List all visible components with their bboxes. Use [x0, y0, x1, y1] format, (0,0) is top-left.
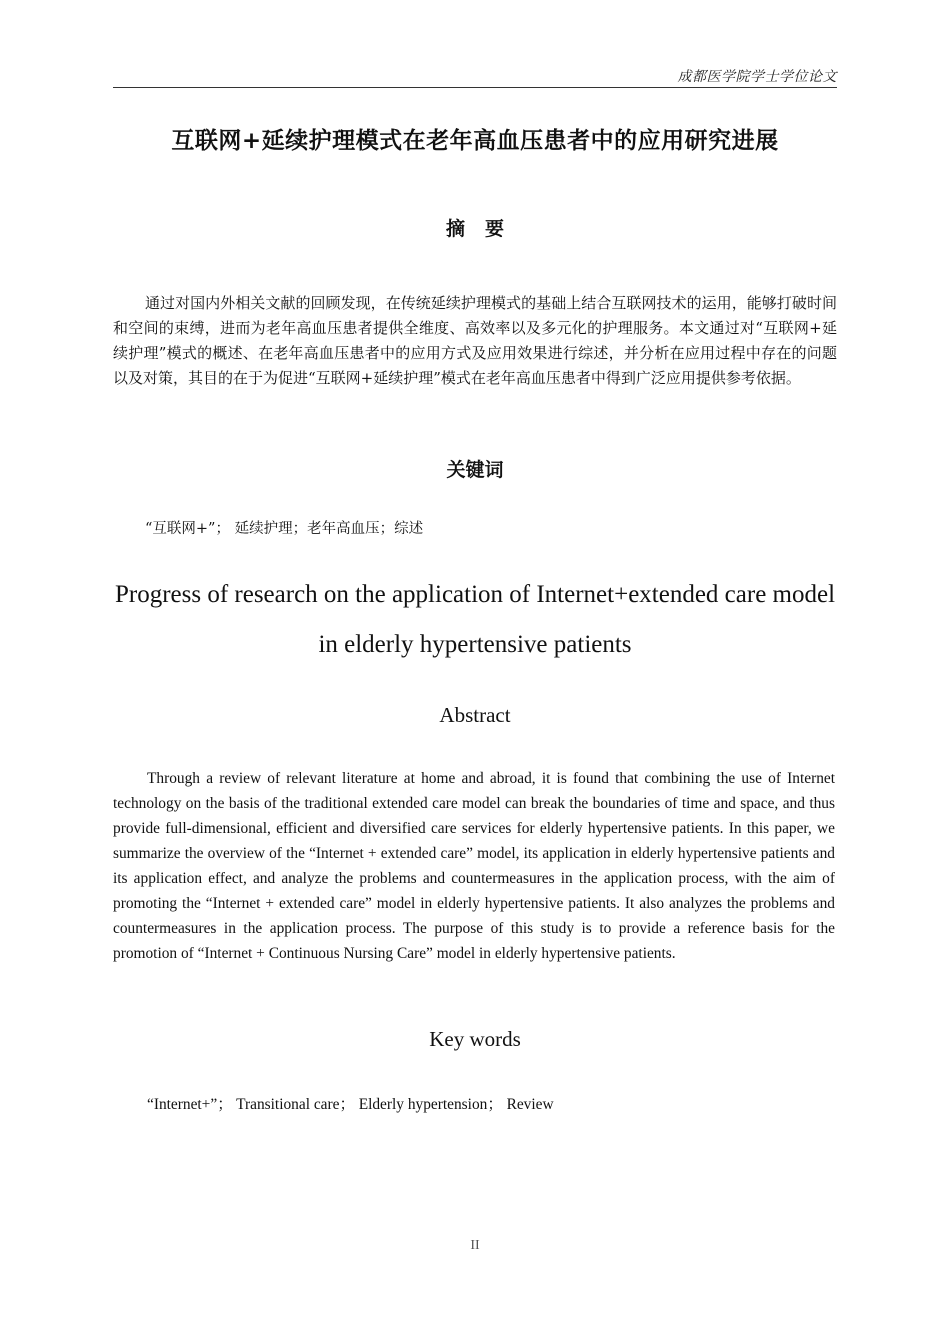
- english-abstract-heading: Abstract: [439, 703, 511, 727]
- english-keywords-heading: Key words: [429, 1027, 521, 1051]
- page-number: II: [470, 1238, 480, 1253]
- header-rule: [113, 87, 837, 88]
- english-keywords: “Internet+”； Transitional care； Elderly hypertension； Review: [147, 1096, 554, 1113]
- english-title: Progress of research on the application of Internet+extended care model in elderly hypertensive patients: [114, 581, 836, 658]
- chinese-title: 互联网+延续护理模式在老年高血压患者中的应用研究进展: [171, 128, 779, 154]
- chinese-abstract-text: 通过对国内外相关文献的回顾发现，在传统延续护理模式的基础上结合互联网技术的运用，能够打破时间和空间的束缚，进而为老年高血压患者提供全维度、高效率以及多元化的护理服务。本文通过对“互联网+延续护理”模式的概述、在老年高血压患者中的应用方式及应用效果进行综述，并分析在应用过程中存在的问题以及对策，其目的在于为促进“互联网+延续护理”模式在老年高血压患者中得到广泛应用提供参考依据。: [113, 294, 837, 387]
- chinese-abstract-heading: 摘要: [445, 218, 524, 240]
- running-header: 成都医学院学士学位论文: [677, 69, 837, 85]
- chinese-keywords-heading: 关键词: [446, 459, 504, 481]
- english-abstract-text: Through a review of relevant literature at home and abroad, it is found that combining the use of Internet technology on the basis of the traditional extended care model can break the boundaries of time and space, and thus provide full-dimensional, efficient and diversified care services for elderly hypertensive patients. In this paper, we summarize the overview of the “Internet + extended care” model, its application in elderly hypertensive patients and its application effect, and analyze the problems and countermeasures in the application process, with the aim of promoting the “Internet + extended care” model in elderly hypertensive patients. It also analyzes the problems and countermeasures in the application process. The purpose of this study is to provide a reference basis for the promotion of “Internet + Continuous Nursing Care” model in elderly hypertensive patients.: [113, 770, 835, 962]
- chinese-keywords: “互联网+”； 延续护理；老年高血压；综述: [145, 521, 424, 537]
